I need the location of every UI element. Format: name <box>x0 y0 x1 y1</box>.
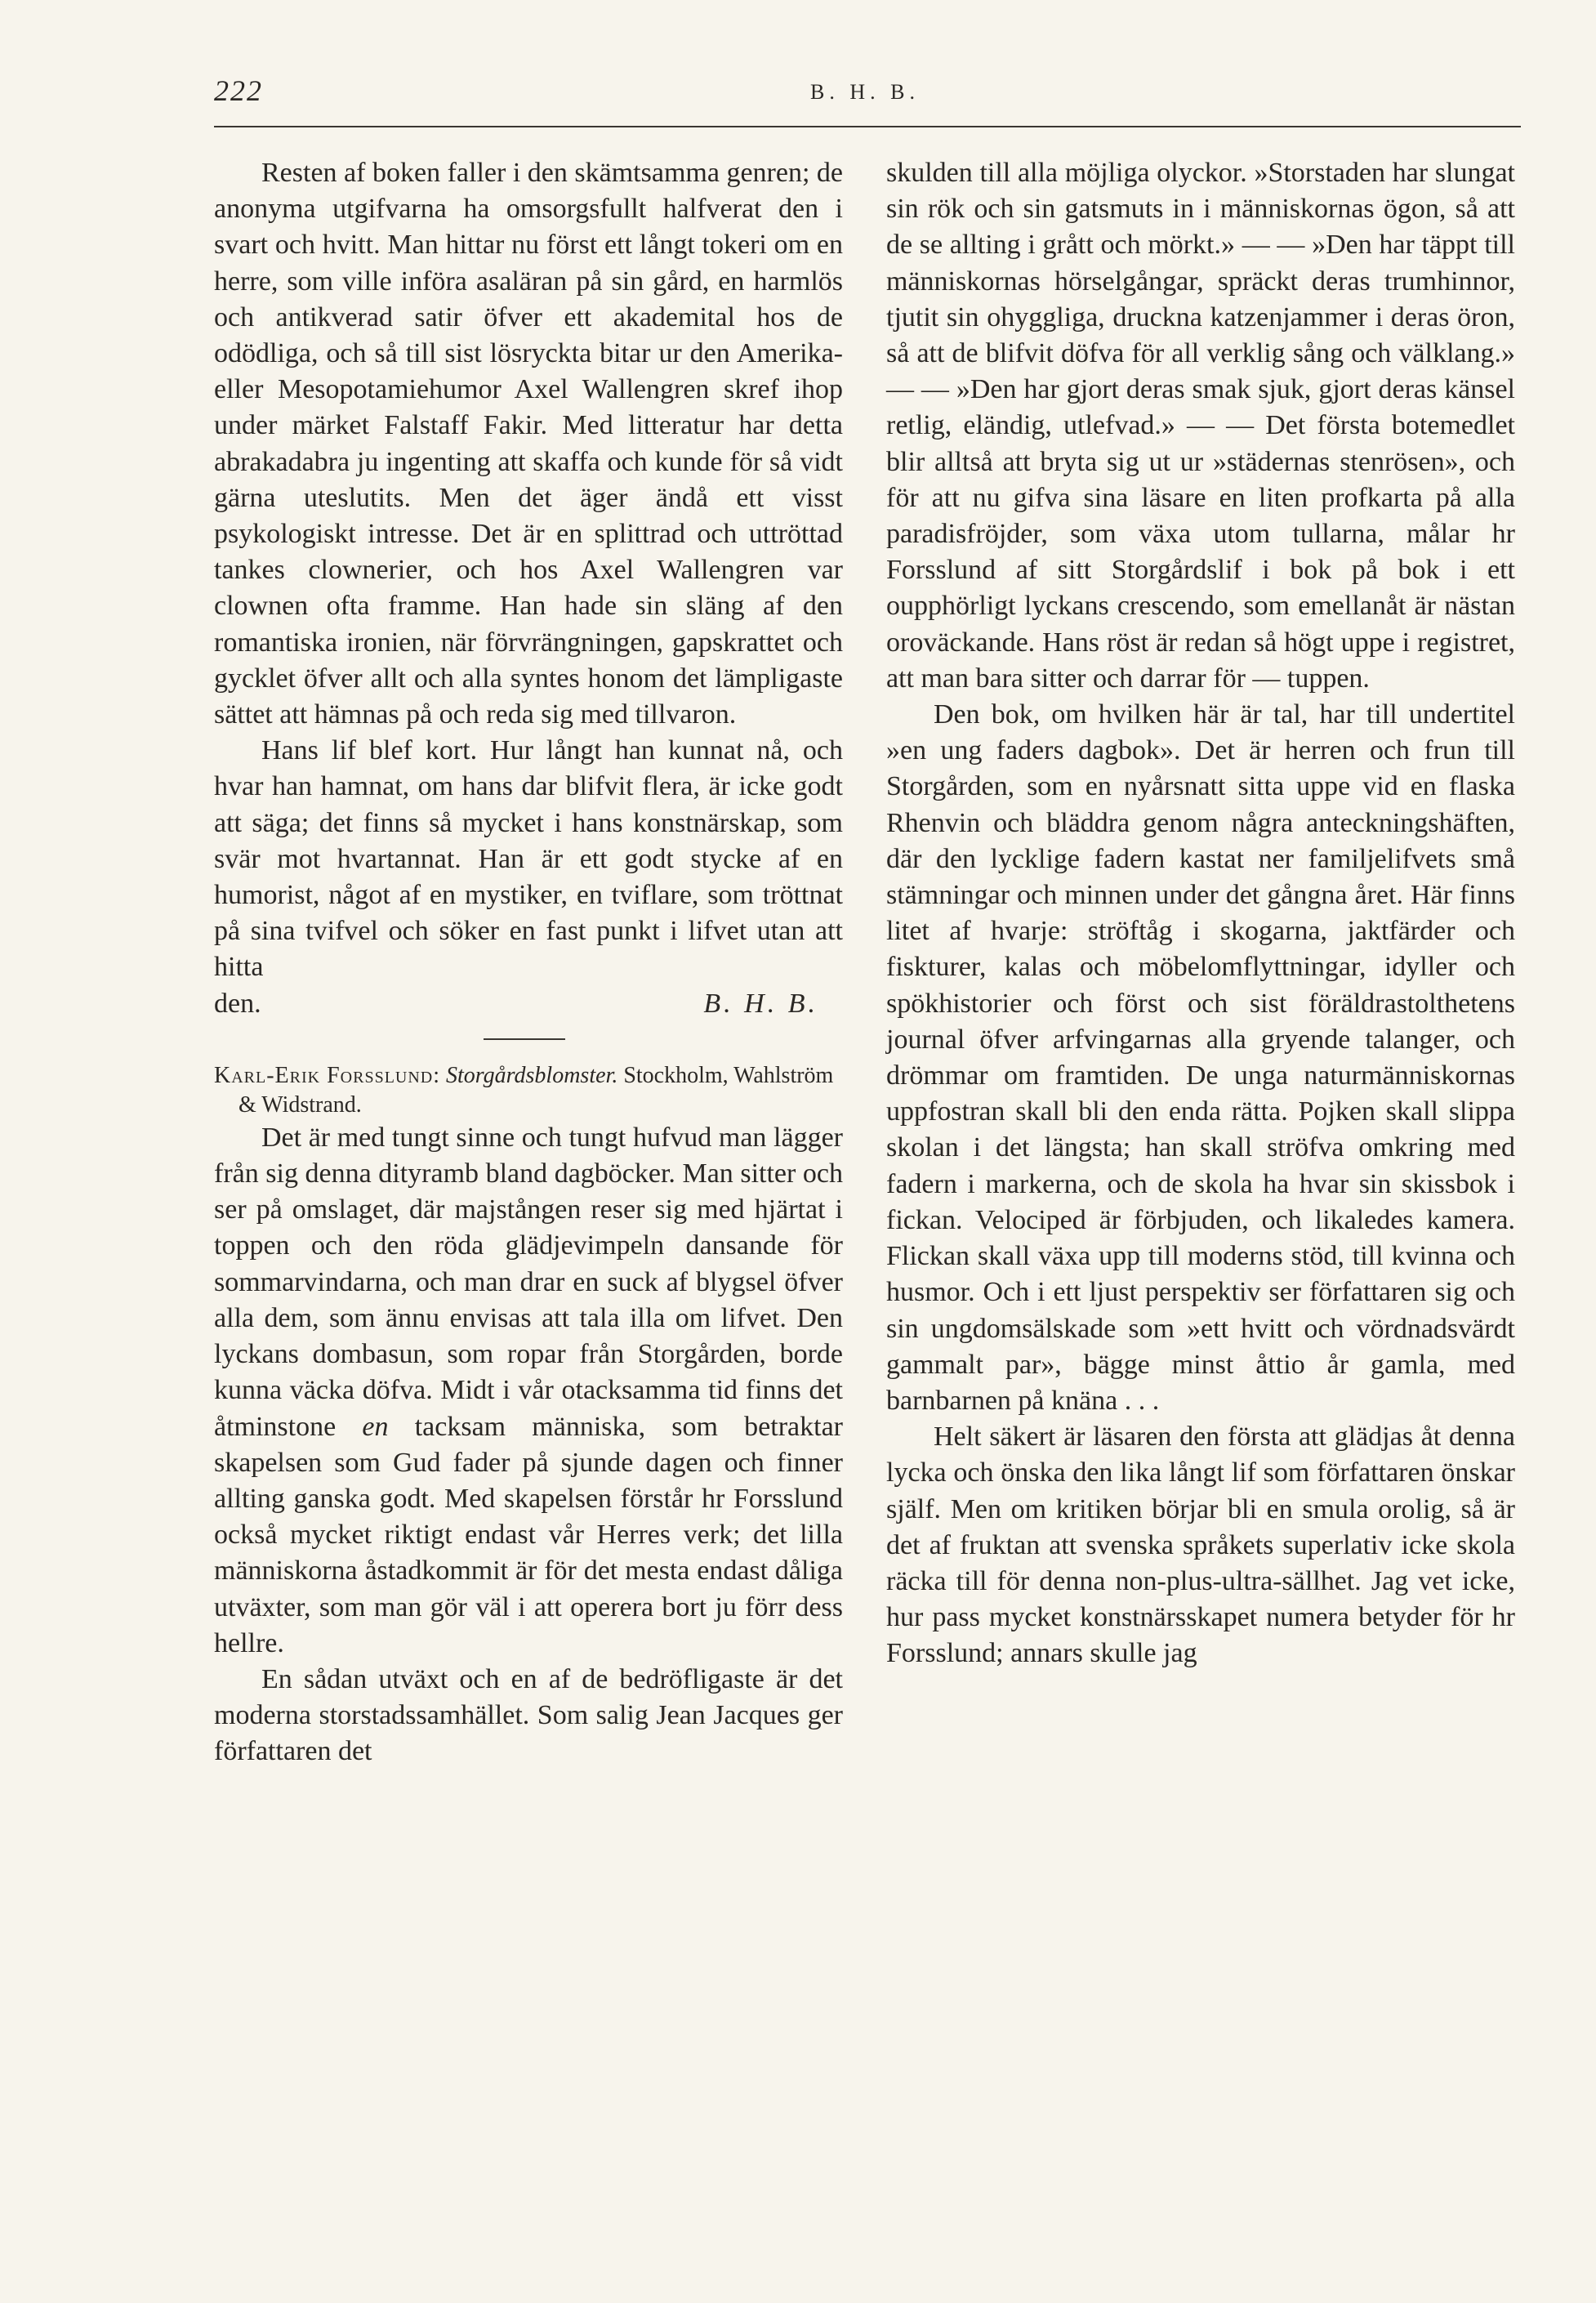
review-title: Storgårdsblomster. <box>446 1062 618 1088</box>
paragraph-text: Det är med tungt sinne och tungt hufvud man lägger från sig denna dityramb bland dagböcker. Man sitter och ser på omslaget, där majstången reser sig med hjärtat i toppen och den röda glädjevimpeln dansande för sommarvindarna, och man drar en suck af blygsel öfver alla dem, som ännu envisas att tala illa om lifvet. Den lyckans dombasun, som ropar från Storgården, borde kunna väcka döfva. Midt i vår otacksamma tid finns det åtminstone <box>214 1122 843 1442</box>
emphasis: en <box>362 1411 389 1442</box>
paragraph-text: tacksam människa, som betraktar skapelsen som Gud fader på sjunde dagen och finner allting ganska godt. Med skapelsen förstår hr Forsslund också mycket riktigt endast vår Herres verk; det lilla människorna åstadkommit är för det mesta endast dåliga utväxter, som man gör väl i att operera bort ju förr dess hellre. <box>214 1411 843 1658</box>
running-head: B. H. B. <box>810 80 920 104</box>
paragraph: Den bok, om hvilken här är tal, har till undertitel »en ung faders dagbok». Det är herren och frun till Storgården, som en nyårsnatt sitta uppe vid en flaska Rhenvin och bläddra genom några anteckningshäften, där den lycklige fadern kastat ner familjelifvets små stämningar och minnen under det gångna året. Här finns litet af hvarje: ströftåg i skogarna, jaktfärder och fiskturer, kalas och möbelomflyttningar, idyller och spökhistorier och först och sist föräldrastolthetens journal öfver arfvingarnas alla gryende talanger, och drömmar om framtiden. De unga naturmänniskornas uppfostran skall bli den enda rätta. Pojken skall slippa skolan i det längsta; han skall ströfva omkring med fadern i markerna, och de skola ha hvar sin skissbok i fickan. Velociped är förbjuden, och likaledes kamera. Flickan skall växa upp till moderns stöd, till kvinna och husmor. Och i ett ljust perspektiv ser författaren sig och sin ungdomsälskade som »ett hvitt och vördnadsvärdt gammalt par», bägge minst åttio år gamla, med barnbarnen på knäna . . . <box>886 699 1515 1416</box>
section-divider <box>484 1038 565 1040</box>
paragraph: Resten af boken faller i den skämtsamma genren; de anonyma utgifvarna ha omsorgsfullt halfverat den i svart och hvitt. Man hittar nu först ett långt tokeri om en herre, som ville införa asaläran på sin gård, en harmlös och antikverad satir öfver ett akademital hos de odödliga, och så till sist lösryckta bitar ur den Amerika- eller Mesopotamiehumor Axel Wallengren skref ihop under märket Falstaff Fakir. Med litteratur har detta abrakadabra ju ingenting att skaffa och kunde för så vidt gärna uteslutits. Men det äger ändå ett visst psykologiskt intresse. Det är en splittrad och uttröttad tankes clownerier, och hos Axel Wallengren var clownen ofta framme. Han hade sin släng af den romantiska ironien, när förvrängningen, gapskrattet och gycklet öfver allt och alla syntes honom det lämpligaste sättet att hämnas på och reda sig med tillvaron. <box>214 158 843 730</box>
header-rule <box>214 126 1521 127</box>
signature: B. H. B. <box>703 988 818 1019</box>
paragraph <box>214 1120 843 1662</box>
review-publisher: Stockholm, Wahlström & Widstrand. <box>239 1062 834 1118</box>
paragraph: Helt säkert är läsaren den första att glädjas åt denna lycka och önska den lika långt lif som författaren önskar själf. Men om kritiken börjar bli en smula orolig, så är det af fruktan att svenska språkets superlativ icke skola räcka till för denna non-plus-ultra-sällhet. Jag vet icke, hur pass mycket konstnärsskapet numera betyder för hr Forsslund; annars skulle jag <box>886 1422 1515 1669</box>
paragraph: Hans lif blef kort. Hur långt han kunnat nå, och hvar han hamnat, om hans dar blifvit flera, är icke godt att säga; det finns så mycket i hans konstnärskap, som svär mot hvartannat. Han är ett godt stycke af en humorist, något af en mystiker, en tviflare, som tröttnat på sina tvifvel och söker en fast punkt i lifvet utan att hitta <box>214 735 843 983</box>
left-column <box>214 155 843 1770</box>
paragraph: En sådan utväxt och en af de bedröfligaste är det moderna storstadssamhället. Som salig Jean Jacques ger författaren det <box>214 1663 843 1767</box>
page-header <box>214 74 1596 114</box>
review-author: Karl-Erik Forsslund: <box>214 1062 441 1088</box>
signature-line <box>214 986 843 1022</box>
paragraph: skulden till alla möjliga olyckor. »Storstaden har slungat sin rök och sin gatsmuts in i människornas ögon, så att de se allting i grått och mörkt.» — — »Den har täppt till människornas hörselgångar, spräckt deras trumhinnor, tjutit sin ohyggliga, druckna katzenjammer i deras öron, så att de blifvit döfva för all verklig sång och välklang.» — — »Den har gjort deras smak sjuk, gjort deras känsel retlig, eländig, utlefvad.» — — Det första botemedlet blir alltså att bryta sig ut ur »städernas stenrösen», och för att nu gifva sina läsare en liten profkarta på alla paradisfröjder, som växa utom tullarna, målar hr Forsslund af sitt Storgårdslif i bok på bok i ett oupphörligt lyckans crescendo, som emellanåt är nästan oroväckande. Hans röst är redan så högt uppe i registret, att man bara sitter och darrar för — tuppen. <box>886 158 1515 694</box>
page-number: 222 <box>214 74 263 107</box>
right-column <box>886 155 1515 1672</box>
review-heading <box>214 1061 843 1120</box>
paragraph-end: den. <box>214 988 261 1019</box>
